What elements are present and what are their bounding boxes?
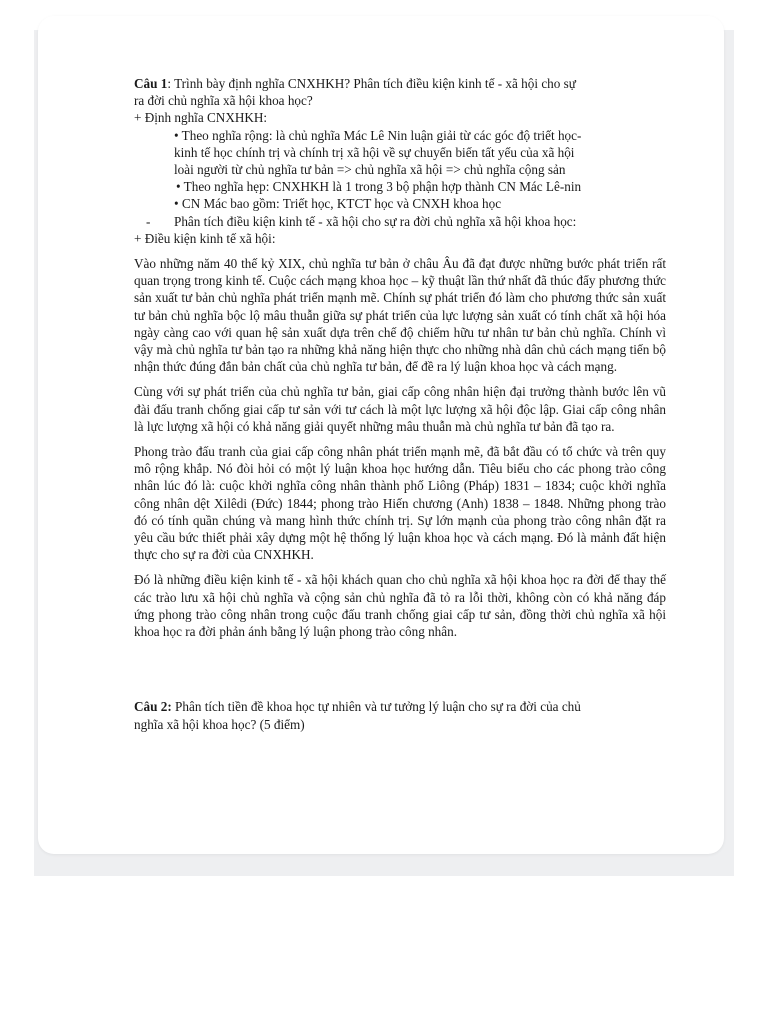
question-1-line-1: Câu 1: Trình bày định nghĩa CNXHKH? Phân tích điều kiện kinh tế - xã hội cho sự — [134, 76, 576, 91]
conditions-heading: + Điều kiện kinh tế xã hội: — [134, 230, 276, 246]
question-1 — [134, 75, 666, 109]
definition-heading: + Định nghĩa CNXHKH: — [134, 110, 268, 126]
dash-bullet: - — [146, 213, 151, 229]
analysis-item: - Phân tích điều kiện kinh tế - xã hội cho sự ra đời chủ nghĩa xã hội khoa học: — [146, 213, 577, 229]
broad-definition-line-1: • Theo nghĩa rộng: là chủ nghĩa Mác Lê Nin luận giải từ các góc độ triết học- — [174, 127, 582, 143]
paragraph-2: Cùng với sự phát triển của chủ nghĩa tư bản, giai cấp công nhân hiện đại trưởng thành bước lên vũ đài đấu tranh chống giai cấp tư sản với tư cách là một lực lượng xã hội độc lập. Giai cấp công nhân là lực lượng xã hội có khả năng giải quyết những mâu thuẫn mà chủ nghĩa tư bản đã tạo ra. — [134, 384, 666, 434]
question-2-line-1: Câu 2: Phân tích tiền đề khoa học tự nhiên và tư tưởng lý luận cho sự ra đời của chủ — [134, 699, 581, 715]
paragraph-3: Phong trào đấu tranh của giai cấp công nhân phát triển mạnh mẽ, đã bắt đầu có tổ chức và trên quy mô rộng khắp. Nó đòi hỏi có một lý luận khoa học hướng dẫn. Tiêu biểu cho các phong trào công nhân lúc đó là: cuộc khởi nghĩa công nhân thành phố Liông (Pháp) 1831 – 1834; cuộc khởi nghĩa công nhân dệt Xilêdi (Đức) 1844; phong trào Hiến chương (Anh) 1838 – 1848. Những phong trào đó có tính quần chúng và mang hình thức chính trị. Sự lớn mạnh của phong trào công nhân đặt ra yêu cầu bức thiết phải xây dựng một hệ thống lý luận khoa học và cách mạng. Đó là mảnh đất hiện thực cho sự ra đời của CNXHKH. — [134, 444, 666, 563]
marx-components: • CN Mác bao gồm: Triết học, KTCT học và CNXH khoa học — [174, 196, 502, 212]
broad-definition-line-3: loài người từ chủ nghĩa tư bản => chủ nghĩa xã hội => chủ nghĩa cộng sản — [174, 162, 566, 178]
broad-definition-line-2: kinh tế học chính trị và chính trị xã hội về sự chuyển biến tất yếu của xã hội — [174, 144, 575, 160]
question-2-line-2: nghĩa xã hội khoa học? (5 điểm) — [134, 716, 305, 732]
question-2-label: Câu 2: — [134, 699, 172, 715]
narrow-definition: • Theo nghĩa hẹp: CNXHKH là 1 trong 3 bộ phận hợp thành CN Mác Lê-nin — [176, 179, 582, 195]
question-1-label: Câu 1 — [134, 76, 168, 91]
question-1-line-2: ra đời chủ nghĩa xã hội khoa học? — [134, 93, 313, 109]
question-2 — [134, 698, 666, 732]
document-content — [134, 75, 666, 733]
paragraph-1: Vào những năm 40 thế kỷ XIX, chủ nghĩa tư bản ở châu Âu đã đạt được những bước phát triển rất quan trọng trong kinh tế. Cuộc cách mạng khoa học – kỹ thuật lần thứ nhất đã thúc đẩy phương thức sản xuất tư bản chủ nghĩa phát triển mạnh mẽ. Chính sự phát triển đó làm cho phương thức sản xuất tư bản chủ nghĩa bộc lộ mâu thuẫn giữa sự phát triển của lực lượng sản xuất có tính chất xã hội hóa ngày càng cao với quan hệ sản xuất dựa trên chế độ chiếm hữu tư nhân tư bản chủ nghĩa. Chính vì vậy mà chủ nghĩa tư bản tạo ra những khả năng hiện thực cho những nhà dân chủ cách mạng tiến bộ nhận thức đúng đắn bản chất của chủ nghĩa tư bản, để đề ra lý luận khoa học và cách mạng. — [134, 256, 666, 375]
paragraph-4: Đó là những điều kiện kinh tế - xã hội khách quan cho chủ nghĩa xã hội khoa học ra đời để thay thế các trào lưu xã hội chủ nghĩa và cộng sản chủ nghĩa đã tỏ ra lỗi thời, không còn có khả năng đáp ứng phong trào công nhân trong cuộc đấu tranh chống giai cấp tư sản, đồng thời chủ nghĩa xã hội khoa học ra đời phản ánh bằng lý luận phong trào công nhân. — [134, 572, 666, 640]
